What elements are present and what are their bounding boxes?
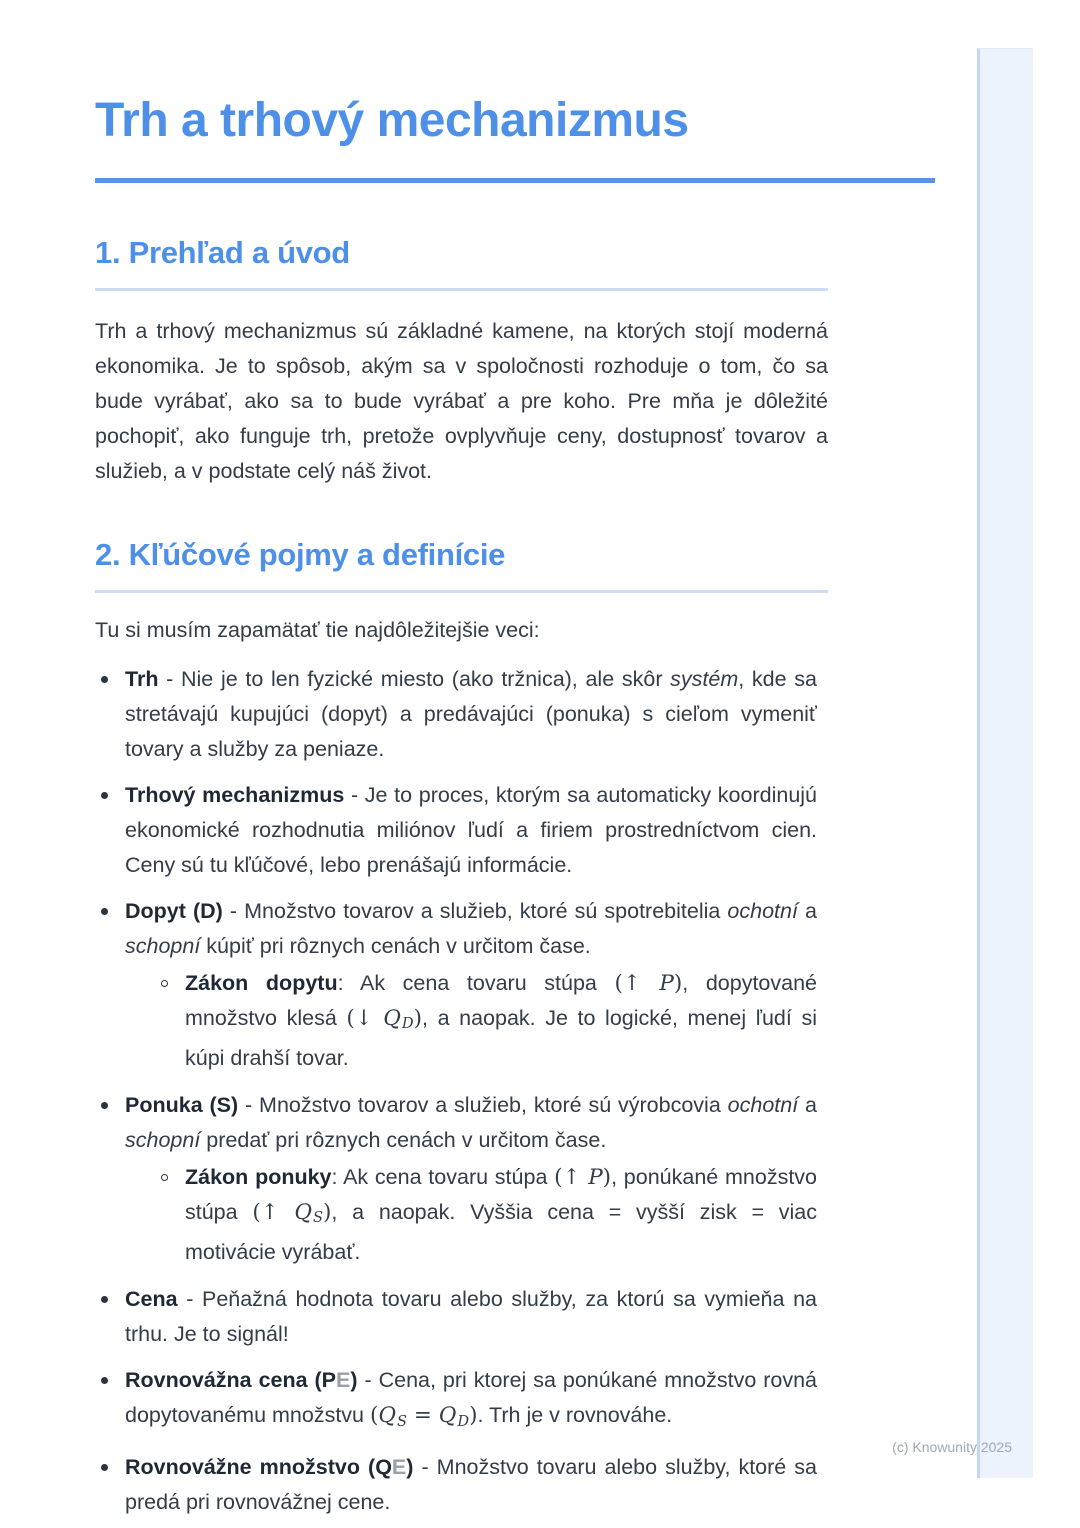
- text-segment: a: [798, 1093, 817, 1118]
- text-segment: ): [602, 1165, 612, 1191]
- text-segment: (↑: [252, 1200, 295, 1226]
- list-item-text: [185, 1165, 817, 1264]
- text-segment: : Ak cena tovaru stúpa: [331, 1165, 555, 1190]
- list-item-text: [125, 783, 817, 877]
- text-segment: ): [413, 1006, 422, 1031]
- sub-item-zakon-ponuky: [155, 1160, 817, 1270]
- text-segment: . Trh je v rovnováhe.: [477, 1403, 673, 1428]
- text-segment: - Množstvo tovarov a služieb, ktoré sú výrobcovia: [238, 1093, 728, 1118]
- page-content: [95, 0, 935, 1528]
- list-item-rovnovazne-mnozstvo: [95, 1450, 817, 1520]
- text-segment: Dopyt (D): [125, 899, 223, 923]
- key-terms-list: [95, 662, 817, 1520]
- text-segment: (: [370, 1403, 379, 1429]
- text-segment: predať pri rôznych cenách v určitom čase.: [200, 1128, 607, 1153]
- text-segment: E: [336, 1368, 351, 1393]
- sub-bullet-marker: [161, 1174, 168, 1181]
- text-segment: S: [313, 1209, 324, 1227]
- text-segment: (↑: [554, 1165, 589, 1191]
- text-segment: Ponuka (S): [125, 1093, 239, 1118]
- list-item-text: [125, 667, 817, 761]
- section-heading-2: 2. Kľúčové pojmy a definície: [95, 537, 506, 572]
- bullet-marker: [101, 792, 108, 799]
- text-segment: (↑: [614, 971, 660, 996]
- list-item-text: [125, 1455, 817, 1514]
- text-segment: - Je to proces, ktorým sa automaticky koordinujú ekonomické rozhodnutia miliónov ľudí a firiem prostredníctvom cien. Ceny sú tu kľúčové, lebo prenášajú informácie.: [125, 783, 818, 877]
- sub-bullet-marker: [161, 980, 168, 987]
- text-segment: systém: [670, 667, 739, 691]
- title-underline: [95, 178, 935, 183]
- text-segment: ): [469, 1403, 478, 1429]
- text-segment: ): [673, 971, 683, 996]
- text-segment: - Nie je to len fyzické miesto (ako tržnica), ale skôr: [158, 667, 671, 691]
- bullet-marker: [101, 1296, 108, 1303]
- text-segment: schopní: [125, 1128, 201, 1153]
- text-segment: a: [797, 899, 817, 923]
- list-item-trhovy-mechanizmus: [95, 778, 817, 883]
- footer-copyright: (c) Knowunity 2025: [892, 1439, 1012, 1455]
- text-segment: ): [350, 1368, 358, 1393]
- text-segment: (↓: [346, 1006, 384, 1031]
- text-segment: S: [397, 1412, 408, 1430]
- text-segment: Zákon ponuky: [185, 1165, 332, 1190]
- section-underline-1: [95, 288, 828, 291]
- text-segment: Cena: [125, 1287, 178, 1312]
- text-segment: , kde sa stretávajú kupujúci (dopyt) a predávajúci (ponuka) s cieľom vymeniť tovary a služby za peniaze.: [125, 667, 817, 761]
- text-segment: =: [407, 1403, 439, 1429]
- list-item-text: [125, 1368, 818, 1430]
- text-segment: ochotní: [727, 899, 798, 923]
- list-item-text: [185, 971, 817, 1070]
- list-item-dopyt: [95, 894, 817, 1076]
- text-segment: Q: [378, 1403, 397, 1429]
- text-segment: , a naopak. Je to logické, menej ľudí si kúpi drahší tovar.: [185, 1006, 817, 1071]
- text-segment: , a naopak. Vyššia cena = vyšší zisk = viac motivácie vyrábať.: [185, 1200, 817, 1265]
- text-segment: Q: [294, 1200, 312, 1226]
- text-segment: P: [659, 971, 674, 996]
- text-segment: P: [588, 1165, 603, 1191]
- section-1-paragraph: Trh a trhový mechanizmus sú základné kamene, na ktorých stojí moderná ekonomika. Je to spôsob, akým sa v spoločnosti rozhoduje o tom, čo sa bude vyrábať, ako sa to bude vyrábať a pre koho. Pre mňa je dôležité pochopiť, ako funguje trh, pretože ovplyvňuje ceny, dostupnosť tovarov a služieb, a v podstate celý náš život.: [95, 319, 828, 483]
- text-segment: - Množstvo tovarov a služieb, ktoré sú spotrebitelia: [222, 899, 728, 923]
- page-edge-strip: [977, 48, 1033, 1478]
- text-segment: ): [323, 1200, 332, 1226]
- list-item-rovnovazna-cena: [95, 1363, 817, 1438]
- text-segment: ochotní: [727, 1093, 799, 1118]
- text-segment: D: [457, 1412, 470, 1430]
- text-segment: Trh: [125, 667, 159, 691]
- section-2-intro: Tu si musím zapamätať tie najdôležitejšie veci:: [95, 618, 540, 642]
- text-segment: Q: [383, 1006, 401, 1031]
- list-item-text: [125, 1093, 817, 1152]
- sub-list-dopyt: [155, 966, 817, 1076]
- text-segment: - Cena, pri ktorej sa ponúkané množstvo rovná dopytovanému množstvu: [125, 1368, 818, 1428]
- bullet-marker: [101, 908, 108, 915]
- text-segment: , dopytované množstvo klesá: [185, 971, 818, 1030]
- list-item-trh: [95, 662, 817, 767]
- text-segment: , ponúkané množstvo stúpa: [185, 1165, 818, 1225]
- list-item-text: [125, 1287, 817, 1346]
- sub-list-ponuka: [155, 1160, 817, 1270]
- text-segment: kúpiť pri rôznych cenách v určitom čase.: [200, 934, 591, 958]
- page-title: Trh a trhový mechanizmus: [95, 94, 689, 147]
- bullet-marker: [101, 676, 108, 683]
- text-segment: Rovnovážna cena (P: [125, 1368, 337, 1393]
- text-segment: ): [406, 1454, 414, 1479]
- text-segment: - Peňažná hodnota tovaru alebo služby, za ktorú sa vymieňa na trhu. Je to signál!: [125, 1287, 817, 1347]
- section-underline-2: [95, 590, 828, 593]
- bullet-marker: [101, 1102, 108, 1109]
- text-segment: schopní: [125, 934, 201, 958]
- text-segment: - Množstvo tovaru alebo služby, ktoré sa predá pri rovnovážnej cene.: [125, 1454, 817, 1514]
- list-item-text: [125, 899, 817, 958]
- bullet-marker: [101, 1377, 108, 1384]
- text-segment: E: [391, 1454, 407, 1479]
- sub-item-zakon-dopytu: [155, 966, 817, 1076]
- text-segment: Zákon dopytu: [185, 971, 338, 995]
- text-segment: Q: [438, 1403, 457, 1429]
- list-item-ponuka: [95, 1088, 817, 1270]
- text-segment: : Ak cena tovaru stúpa: [337, 971, 615, 995]
- text-segment: Trhový mechanizmus: [125, 783, 345, 807]
- text-segment: D: [401, 1015, 414, 1033]
- bullet-marker: [101, 1464, 108, 1471]
- text-segment: Rovnovážne množstvo (Q: [125, 1454, 392, 1479]
- section-heading-1: 1. Prehľad a úvod: [95, 235, 350, 270]
- list-item-cena: [95, 1282, 817, 1352]
